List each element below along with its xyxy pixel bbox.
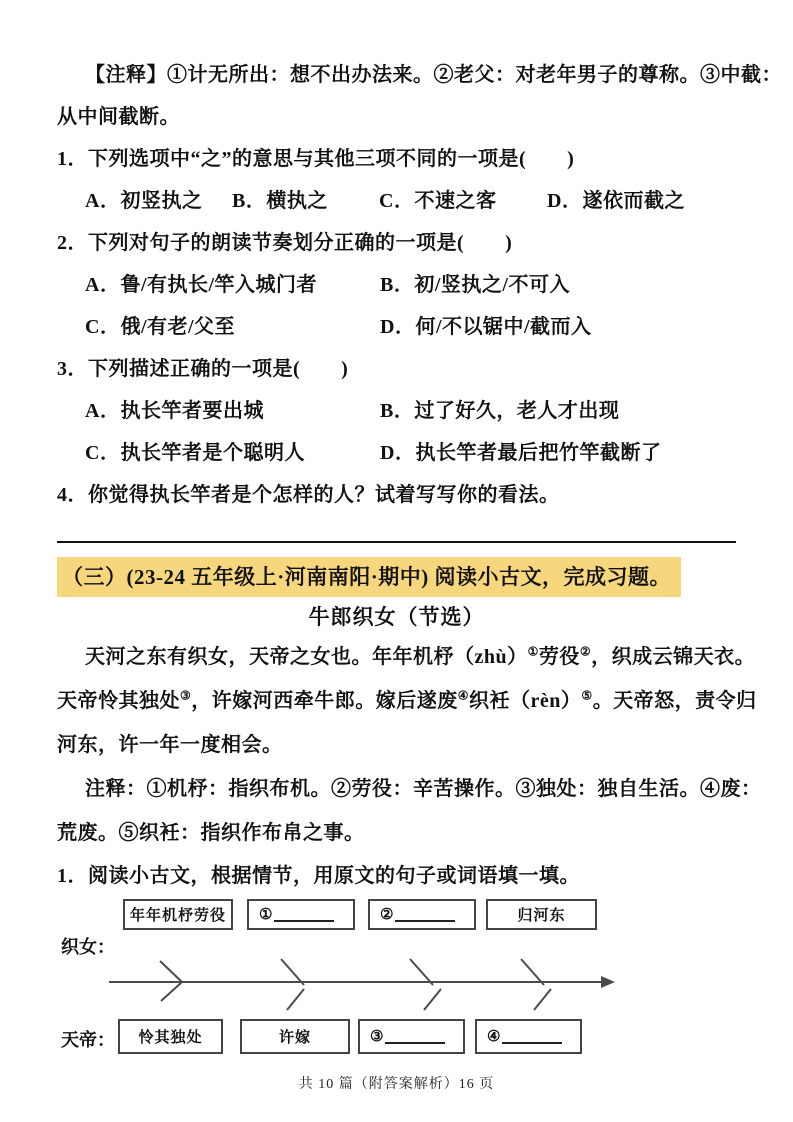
section-3-header-highlight: （三）(23-24 五年级上·河南南阳·期中) 阅读小古文，完成习题。	[57, 557, 681, 597]
flow-box-emperor-2	[240, 1019, 350, 1054]
flow-box-text: 怜其独处	[138, 1030, 203, 1046]
blank-number: ①	[259, 907, 273, 923]
option-a: A．鲁/有执长/竿入城门者	[85, 274, 318, 296]
option-d: D．遂依而截之	[547, 190, 685, 212]
page-footer: 共 10 篇（附答案解析）16 页	[298, 1077, 495, 1092]
footnote-marker-4: ④	[457, 688, 470, 703]
flow-box-emperor-4	[475, 1019, 582, 1054]
passage-line-2	[57, 679, 757, 723]
lower-tick-2	[287, 989, 304, 1010]
passage-text: 劳役	[538, 646, 580, 668]
fishbone-diagram	[57, 897, 736, 1065]
option-c: C．不速之客	[379, 190, 497, 212]
question-3-options-row-2	[57, 432, 736, 474]
blank-number: ④	[487, 1029, 501, 1045]
flow-box-emperor-3	[358, 1019, 465, 1054]
fill-in-question-stem: 1．阅读小古文，根据情节，用原文的句子或词语填一填。	[57, 865, 580, 887]
passage-note-line-1: 注释：①机杼：指织布机。②劳役：辛苦操作。③独处：独自生活。④废：	[85, 778, 762, 800]
fill-in-blank-line	[274, 907, 334, 922]
passage-text: 织衽（rèn）	[469, 690, 582, 712]
passage-line-3: 河东，许一年一度相会。	[57, 734, 283, 756]
blank-number: ②	[380, 907, 394, 923]
option-b: B．横执之	[232, 190, 328, 212]
question-2-stem: 2．下列对句子的朗读节奏划分正确的一项是( )	[57, 232, 513, 254]
option-c: C．执长竿者是个聪明人	[85, 442, 305, 464]
option-d: D．执长竿者最后把竹竿截断了	[380, 442, 662, 464]
footnote-marker-5: ⑤	[581, 688, 593, 703]
question-3-stem: 3．下列描述正确的一项是( )	[57, 358, 349, 380]
flow-box-text: 年年机杼劳役	[129, 908, 226, 924]
lower-tick-4	[534, 989, 551, 1010]
footnote-marker-3: ③	[180, 688, 192, 703]
chevron-upper-tick	[160, 961, 182, 982]
flow-box-weaver-4	[486, 899, 597, 930]
arrowhead-icon	[601, 976, 615, 988]
weaver-girl-label: 织女：	[61, 937, 115, 957]
footnote-marker-2: ②	[579, 644, 592, 659]
annotation-line-1: 【注释】①计无所出：想不出办法来。②老父：对老年男子的尊称。③中截：	[85, 64, 782, 86]
passage-text: 天河之东有织女，天帝之女也。年年机杼（zhù）	[85, 646, 528, 668]
flow-box-weaver-2	[247, 899, 355, 930]
lower-tick-3	[424, 989, 441, 1010]
passage-title: 牛郎织女（节选）	[308, 605, 485, 629]
passage-text: ，织成云锦天衣。	[591, 646, 756, 668]
option-b: B．初/竖执之/不可入	[380, 274, 570, 296]
passage-text: ，许嫁河西牵牛郎。嫁后遂废	[191, 690, 458, 712]
option-a: A．初竖执之	[85, 190, 203, 212]
flow-box-weaver-1	[123, 899, 233, 930]
question-4-stem: 4．你觉得执长竿者是个怎样的人？试着写写你的看法。	[57, 484, 560, 506]
footnote-marker-1: ①	[527, 644, 539, 659]
flow-box-text: 许嫁	[278, 1030, 311, 1046]
question-1-options	[57, 180, 736, 222]
option-d: D．何/不以锯中/截而入	[380, 316, 592, 338]
chevron-lower-tick	[161, 982, 182, 1001]
flow-box-emperor-1	[118, 1019, 223, 1054]
flow-box-text: 归河东	[517, 908, 566, 924]
blank-number: ③	[370, 1029, 384, 1045]
heavenly-emperor-label: 天帝：	[61, 1030, 115, 1050]
flow-box-weaver-3	[368, 899, 476, 930]
passage-text: 天帝怜其独处	[57, 690, 180, 712]
option-c: C．俄/有老/父至	[85, 316, 236, 338]
passage-line-1	[57, 635, 756, 679]
passage-text: 。天帝怒，责令归	[592, 690, 757, 712]
fill-in-blank-line	[395, 907, 455, 922]
question-3-options-row-1	[57, 390, 736, 432]
question-2-options-row-1	[57, 264, 736, 306]
option-b: B．过了好久，老人才出现	[380, 400, 620, 422]
annotation-line-2: 从中间截断。	[57, 106, 180, 128]
option-a: A．执长竿者要出城	[85, 400, 264, 422]
passage-note-line-2: 荒废。⑤织衽：指织作布帛之事。	[57, 822, 365, 844]
question-2-options-row-2	[57, 306, 736, 348]
fill-in-blank-line	[385, 1029, 445, 1044]
question-1-stem: 1．下列选项中“之”的意思与其他三项不同的一项是( )	[57, 148, 575, 170]
fill-in-blank-line	[502, 1029, 562, 1044]
